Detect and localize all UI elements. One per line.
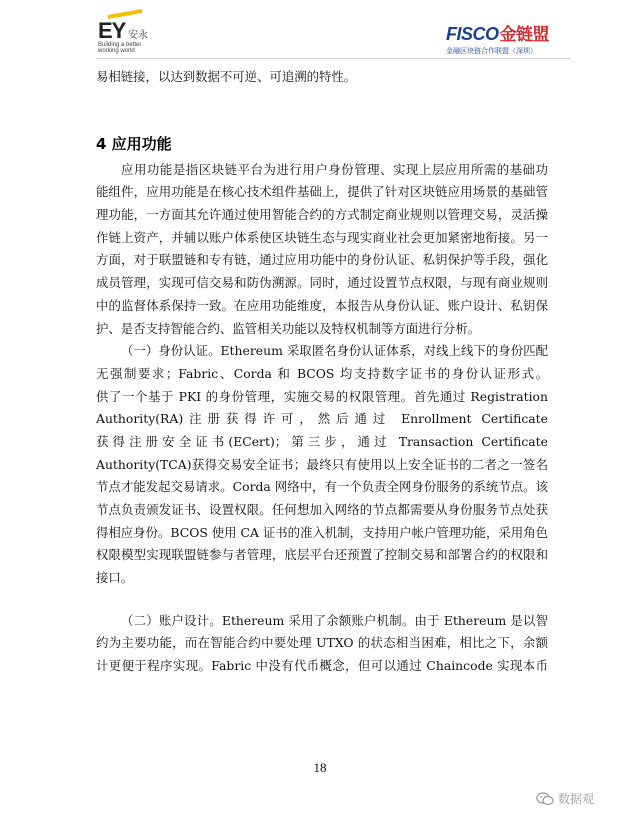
paragraph-line: 方面，对于联盟链和专有链，通过应用功能中的身份认证、私钥保护等手段，强化 [96, 252, 548, 268]
ey-logo-cn: 安永 [128, 30, 148, 41]
paragraph-line: （一）身份认证。Ethereum 采取匿名身份认证体系，对线上线下的身份匹配 [121, 343, 548, 359]
fisco-logo-sub: 金融区块链合作联盟（深圳） [446, 47, 537, 55]
watermark [536, 790, 594, 807]
paragraph-account-design [96, 610, 548, 678]
ey-logo [98, 10, 168, 54]
page-header [0, 0, 640, 62]
paragraph-line: 能组件，应用功能是在核心技术组件基础上，提供了针对区块链应用场景的基础管 [96, 184, 548, 200]
paragraph-line: 节点负责颁发证书、设置权限。任何想加入网络的节点都需要从身份服务节点处获 [96, 502, 548, 518]
paragraph-line: 无强制要求；Fabric、Corda 和 BCOS 均支持数字证书的身份认证形式。 [96, 365, 548, 381]
spacer [96, 89, 548, 133]
fisco-logo-cn: 金链盟 [499, 25, 550, 44]
paragraph-application-functions [96, 159, 548, 341]
paragraph-line: 成员管理，实现可信交易和防伪溯源。同时，通过设置节点权限，与现有商业规则 [96, 275, 548, 291]
watermark-text: 数据观 [558, 792, 595, 806]
paragraph-line: 作链上资产，并辅以账户体系使区块链生态与现实商业社会更加紧密地衔接。另一 [96, 229, 548, 245]
paragraph-line: 应用功能是指区块链平台为进行用户身份管理、实现上层应用所需的基础功 [121, 161, 548, 177]
paragraph-line: 护、是否支持智能合约、监管相关功能以及特权机制等方面进行分析。 [96, 320, 481, 336]
paragraph-identity-authentication [96, 340, 548, 590]
spacer [96, 590, 548, 610]
paragraph-line: 中的监督体系保持一致。在应用功能维度，本报告从身份认证、账户设计、私钥保 [96, 297, 548, 313]
paragraph-line: Authority(RA)注册获得许可，然后通过 Enrollment Certificate [96, 411, 548, 427]
page-number: 18 [313, 760, 327, 775]
intro-line: 易相链接，以达到数据不可逆、可追溯的特性。 [96, 69, 357, 84]
ey-logo-tagline: Building a better working world [98, 42, 142, 54]
fisco-logo [446, 20, 566, 54]
paragraph-line: 节点才能发起交易请求。Corda 网络中，有一个负责全网身份服务的系统节点。该 [96, 479, 548, 495]
paragraph-line: 权限模型实现联盟链参与者管理，底层平台还预置了控制交易和部署合约的权限和 [96, 547, 548, 563]
paragraph-line: Authority(TCA)获得交易安全证书；最终只有使用以上安全证书的二者之一签名 [96, 456, 548, 472]
page-content [96, 66, 548, 678]
paragraph-line: 获得注册安全证书(ECert)；第三步，通过 Transaction Certificate [96, 433, 548, 449]
paragraph-line: 理功能，一方面其允许通过使用智能合约的方式制定商业规则以管理交易，灵活操 [96, 207, 548, 223]
ey-logo-mark: EY [98, 18, 126, 43]
paragraph-line: 供了一个基于 PKI 的身份管理，实施交易的权限管理。首先通过 Registration [96, 388, 548, 404]
fisco-logo-en: FISCO [446, 24, 499, 44]
section-heading: 4 应用功能 [96, 134, 172, 153]
wechat-icon [536, 792, 554, 806]
paragraph-line: 得相应身份。BCOS 使用 CA 证书的准入机制，支持用户帐户管理功能，采用角色 [96, 524, 548, 540]
paragraph-line: 约为主要功能，而在智能合约中要处理 UTXO 的状态相当困难，相比之下，余额 [96, 635, 548, 651]
fisco-logo-mark [446, 20, 566, 45]
paragraph-line: （二）账户设计。Ethereum 采用了余额账户机制。由于 Ethereum 是以智 [121, 612, 548, 628]
paragraph-line: 计更便于程序实现。Fabric 中没有代币概念，但可以通过 Chaincode 实现本币 [96, 658, 548, 674]
paragraph-line: 接口。 [96, 570, 134, 586]
header-divider [96, 58, 570, 59]
